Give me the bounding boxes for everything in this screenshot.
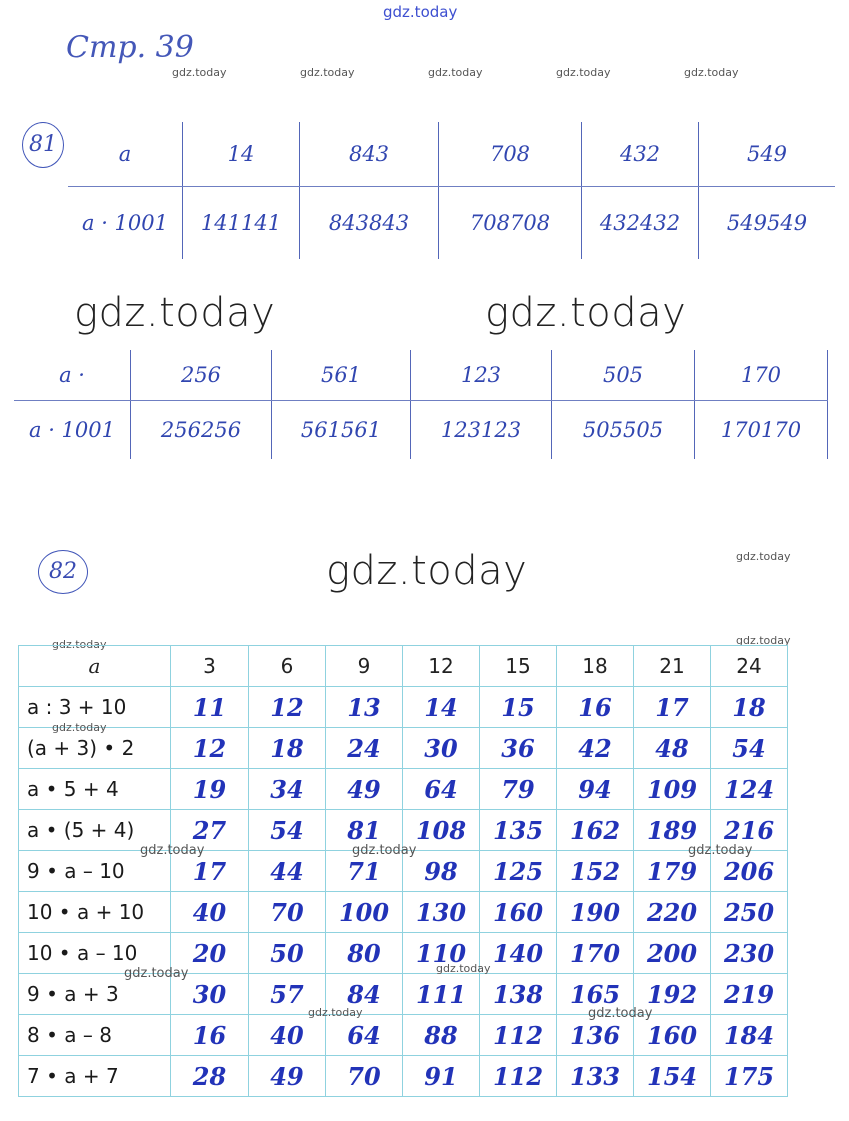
watermark-small: gdz.today xyxy=(124,966,189,981)
answer-cell: 70 xyxy=(326,1056,403,1097)
answer-cell: 110 xyxy=(403,933,480,974)
watermark-big: gdz.today xyxy=(326,548,528,594)
watermark-small: gdz.today xyxy=(684,66,739,79)
answer-cell: 80 xyxy=(326,933,403,974)
table-header-row xyxy=(19,646,788,687)
answer-cell: 14 xyxy=(403,687,480,728)
answer-cell: 16 xyxy=(171,1015,249,1056)
table-cell: a · 1001 xyxy=(68,187,183,260)
answer-cell: 165 xyxy=(557,974,634,1015)
answer-cell: 108 xyxy=(403,810,480,851)
answer-cell: 94 xyxy=(557,769,634,810)
column-header: 21 xyxy=(634,646,711,687)
answer-cell: 250 xyxy=(711,892,788,933)
table-cell: 256 xyxy=(131,350,272,401)
table-cell: 123 xyxy=(411,350,552,401)
answer-cell: 40 xyxy=(171,892,249,933)
answer-cell: 49 xyxy=(249,1056,326,1097)
watermark-small: gdz.today xyxy=(308,1006,363,1019)
answer-cell: 12 xyxy=(171,728,249,769)
expression-cell: (a + 3) • 2 xyxy=(19,728,171,769)
watermark-small: gdz.today xyxy=(428,66,483,79)
watermark-small: gdz.today xyxy=(52,721,107,734)
answer-cell: 36 xyxy=(480,728,557,769)
answer-cell: 91 xyxy=(403,1056,480,1097)
table-cell: 123123 xyxy=(411,401,552,460)
answer-cell: 84 xyxy=(326,974,403,1015)
answer-cell: 64 xyxy=(403,769,480,810)
column-header: 18 xyxy=(557,646,634,687)
answer-cell: 124 xyxy=(711,769,788,810)
expression-cell: 9 • a – 10 xyxy=(19,851,171,892)
answer-cell: 79 xyxy=(480,769,557,810)
table-cell: 432 xyxy=(582,122,699,187)
answer-cell: 125 xyxy=(480,851,557,892)
answer-cell: 219 xyxy=(711,974,788,1015)
table-cell: 14 xyxy=(183,122,300,187)
table-cell: 170170 xyxy=(695,401,828,460)
column-header: a xyxy=(19,646,171,687)
answer-cell: 81 xyxy=(326,810,403,851)
answer-cell: 42 xyxy=(557,728,634,769)
table-cell: a xyxy=(68,122,183,187)
answer-cell: 64 xyxy=(326,1015,403,1056)
page-label: Стр. 39 xyxy=(66,30,194,65)
table-cell: a · 1001 xyxy=(14,401,131,460)
exercise-82-table xyxy=(18,645,788,1097)
answer-cell: 109 xyxy=(634,769,711,810)
table-cell: 170 xyxy=(695,350,828,401)
answer-cell: 140 xyxy=(480,933,557,974)
answer-cell: 17 xyxy=(171,851,249,892)
answer-cell: 138 xyxy=(480,974,557,1015)
answer-cell: 206 xyxy=(711,851,788,892)
answer-cell: 16 xyxy=(557,687,634,728)
table-cell: 561561 xyxy=(272,401,411,460)
table-row xyxy=(19,892,788,933)
watermark-small: gdz.today xyxy=(352,843,417,858)
answer-cell: 190 xyxy=(557,892,634,933)
answer-cell: 54 xyxy=(249,810,326,851)
watermark-small: gdz.today xyxy=(588,1006,653,1021)
table-cell: a · xyxy=(14,350,131,401)
table-cell: 843 xyxy=(300,122,439,187)
exercise-number-82: 82 xyxy=(38,550,88,594)
answer-cell: 30 xyxy=(171,974,249,1015)
answer-cell: 71 xyxy=(326,851,403,892)
answer-cell: 179 xyxy=(634,851,711,892)
table-cell: 505 xyxy=(552,350,695,401)
answer-cell: 50 xyxy=(249,933,326,974)
answer-cell: 112 xyxy=(480,1056,557,1097)
answer-cell: 111 xyxy=(403,974,480,1015)
answer-cell: 154 xyxy=(634,1056,711,1097)
answer-cell: 136 xyxy=(557,1015,634,1056)
answer-cell: 135 xyxy=(480,810,557,851)
table-row xyxy=(19,1056,788,1097)
answer-cell: 189 xyxy=(634,810,711,851)
watermark-top: gdz.today xyxy=(383,3,458,21)
answer-cell: 160 xyxy=(634,1015,711,1056)
watermark-small: gdz.today xyxy=(436,962,491,975)
table-row xyxy=(19,728,788,769)
expression-cell: 10 • a – 10 xyxy=(19,933,171,974)
answer-cell: 230 xyxy=(711,933,788,974)
watermark-small: gdz.today xyxy=(140,843,205,858)
answer-cell: 170 xyxy=(557,933,634,974)
expression-cell: 8 • a – 8 xyxy=(19,1015,171,1056)
answer-cell: 175 xyxy=(711,1056,788,1097)
answer-cell: 192 xyxy=(634,974,711,1015)
answer-cell: 20 xyxy=(171,933,249,974)
table-row xyxy=(19,687,788,728)
table-cell: 549549 xyxy=(726,211,808,235)
answer-cell: 200 xyxy=(634,933,711,974)
column-header: 15 xyxy=(480,646,557,687)
expression-cell: 7 • a + 7 xyxy=(19,1056,171,1097)
answer-cell: 98 xyxy=(403,851,480,892)
watermark-small: gdz.today xyxy=(172,66,227,79)
answer-cell: 12 xyxy=(249,687,326,728)
answer-cell: 11 xyxy=(171,687,249,728)
table-cell: 505505 xyxy=(552,401,695,460)
answer-cell: 17 xyxy=(634,687,711,728)
answer-cell: 48 xyxy=(634,728,711,769)
answer-cell: 220 xyxy=(634,892,711,933)
watermark-small: gdz.today xyxy=(688,843,753,858)
answer-cell: 19 xyxy=(171,769,249,810)
table-cell: 432432 xyxy=(582,187,699,260)
answer-cell: 54 xyxy=(711,728,788,769)
answer-cell: 15 xyxy=(480,687,557,728)
table-row xyxy=(19,769,788,810)
column-header: 9 xyxy=(326,646,403,687)
table-cell: 256256 xyxy=(131,401,272,460)
answer-cell: 112 xyxy=(480,1015,557,1056)
table-row xyxy=(19,1015,788,1056)
answer-cell: 57 xyxy=(249,974,326,1015)
answer-cell: 49 xyxy=(326,769,403,810)
answer-cell: 130 xyxy=(403,892,480,933)
expression-cell: 10 • a + 10 xyxy=(19,892,171,933)
column-header: 6 xyxy=(249,646,326,687)
answer-cell: 30 xyxy=(403,728,480,769)
answer-cell: 162 xyxy=(557,810,634,851)
answer-cell: 27 xyxy=(171,810,249,851)
answer-cell: 34 xyxy=(249,769,326,810)
answer-cell: 28 xyxy=(171,1056,249,1097)
watermark-small: gdz.today xyxy=(52,638,107,651)
watermark-big: gdz.today xyxy=(74,290,276,336)
answer-cell: 100 xyxy=(326,892,403,933)
answer-cell: 70 xyxy=(249,892,326,933)
exercise-81-table-2 xyxy=(14,350,828,459)
watermark-small: gdz.today xyxy=(300,66,355,79)
watermark-small: gdz.today xyxy=(736,634,791,647)
answer-cell: 18 xyxy=(249,728,326,769)
answer-cell: 133 xyxy=(557,1056,634,1097)
exercise-81-table-1 xyxy=(68,122,835,259)
answer-cell: 40 xyxy=(249,1015,326,1056)
table-cell: 843843 xyxy=(300,187,439,260)
column-header: 12 xyxy=(403,646,480,687)
expression-cell: a • 5 + 4 xyxy=(19,769,171,810)
watermark-big: gdz.today xyxy=(485,290,687,336)
answer-cell: 24 xyxy=(326,728,403,769)
column-header: 24 xyxy=(711,646,788,687)
watermark-small: gdz.today xyxy=(736,550,791,563)
answer-cell: 88 xyxy=(403,1015,480,1056)
table-cell: 549 xyxy=(699,122,836,187)
table-cell: 708 xyxy=(439,122,582,187)
expression-cell: a : 3 + 10 xyxy=(19,687,171,728)
exercise-number-81: 81 xyxy=(22,122,64,168)
expression-cell: 9 • a + 3 xyxy=(19,974,171,1015)
answer-cell: 184 xyxy=(711,1015,788,1056)
table-cell: 561 xyxy=(272,350,411,401)
watermark-small: gdz.today xyxy=(556,66,611,79)
column-header: 3 xyxy=(171,646,249,687)
answer-cell: 160 xyxy=(480,892,557,933)
table-cell: 708708 xyxy=(439,187,582,260)
answer-cell: 44 xyxy=(249,851,326,892)
answer-cell: 152 xyxy=(557,851,634,892)
answer-cell: 13 xyxy=(326,687,403,728)
answer-cell: 18 xyxy=(711,687,788,728)
answer-cell: 216 xyxy=(711,810,788,851)
expression-cell: a • (5 + 4) xyxy=(19,810,171,851)
table-cell: 141141 xyxy=(183,187,300,260)
